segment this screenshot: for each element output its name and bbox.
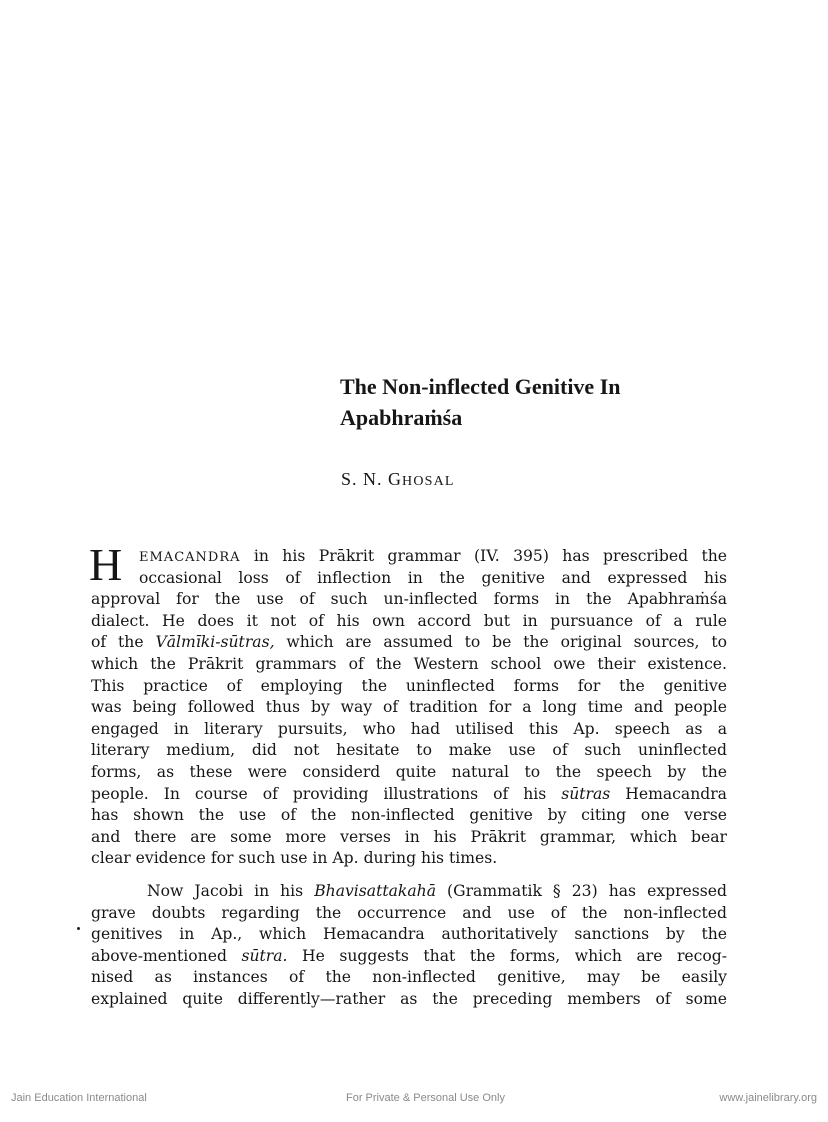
paragraph-2-line: above-mentioned sūtra. He suggests that the forms, which are recog-: [91, 946, 728, 965]
lead-word-smallcaps: EMACANDRA: [139, 550, 241, 565]
paragraph-1-line: This practice of employing the uninflected forms for the genitive: [91, 676, 727, 695]
paragraph-1-line: occasional loss of inflection in the genitive and expressed his: [139, 568, 727, 587]
author-byline: [341, 469, 455, 490]
italic-term: sūtras: [561, 784, 611, 803]
paragraph-1-line: of the Vālmīki-sūtras, which are assumed to be the original sources, to: [91, 633, 727, 652]
paragraph-1-line: and there are some more verses in his Prākrit grammar, which bear: [91, 827, 727, 846]
paragraph-1-line: clear evidence for such use in Ap. during his times.: [91, 849, 498, 868]
paragraph-1: [91, 546, 727, 870]
paragraph-1-line: people. In course of providing illustrations of his sūtras Hemacandra: [91, 784, 727, 803]
paragraph-2: [91, 881, 727, 1011]
paragraph-2-line: genitives in Ap., which Hemacandra authoritatively sanctions by the: [91, 925, 727, 944]
article-title: [340, 371, 790, 433]
paragraph-1-line: literary medium, did not hesitate to make use of such uninflected: [91, 741, 727, 760]
paragraph-1-line: which the Prākrit grammars of the Western school owe their existence.: [91, 654, 727, 673]
paragraph-1-line: EMACANDRA in his Prākrit grammar (IV. 395) has prescribed the: [139, 547, 727, 565]
paragraph-1-line: has shown the use of the non-inflected genitive by citing one verse: [91, 806, 727, 825]
author-initials: S. N. G: [341, 469, 403, 489]
footer-usage-notice: For Private & Personal Use Only: [346, 1092, 505, 1104]
paragraph-2-line: explained quite differently—rather as the preceding members of some: [91, 989, 727, 1008]
italic-term: sūtra.: [241, 946, 288, 965]
paragraph-1-line: approval for the use of such un-inflected forms in the Apabhraṁśa: [91, 590, 727, 609]
paragraph-2-line: Now Jacobi in his Bhavisattakahā (Grammatik § 23) has expressed: [147, 882, 727, 900]
drop-cap-letter: H: [89, 539, 123, 590]
author-surname-smallcaps: HOSAL: [402, 474, 455, 489]
paragraph-1-line: forms, as these were considerd quite natural to the speech by the: [91, 762, 727, 781]
footer-publisher: Jain Education International: [11, 1092, 147, 1104]
paragraph-1-line: engaged in literary pursuits, who had utilised this Ap. speech as a: [91, 719, 727, 738]
paragraph-1-line: was being followed thus by way of tradition for a long time and people: [91, 698, 727, 717]
article-title-line-1: The Non-inflected Genitive In: [340, 374, 621, 399]
paragraph-1-line: dialect. He does it not of his own accord but in pursuance of a rule: [91, 611, 727, 630]
scan-speck: [77, 927, 80, 930]
article-title-line-2: Apabhraṁśa: [340, 405, 463, 430]
italic-term: Vālmīki-sūtras,: [155, 633, 275, 652]
italic-term: Bhavisattakahā: [314, 882, 437, 900]
paragraph-2-line: grave doubts regarding the occurrence and use of the non-inflected: [91, 903, 727, 922]
footer-website-link[interactable]: www.jainelibrary.org: [719, 1092, 817, 1104]
paragraph-2-line: nised as instances of the non-inflected genitive, may be easily: [91, 968, 727, 987]
